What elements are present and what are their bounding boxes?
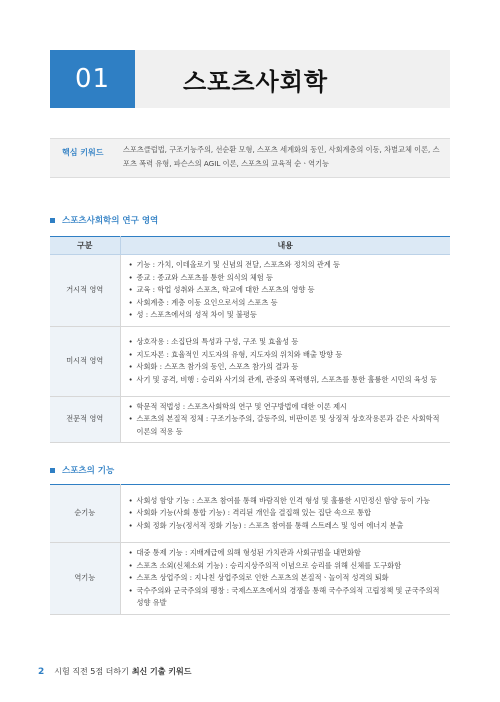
keyword-text: 스포츠클럽법, 구조기능주의, 선순환 모형, 스포츠 세계화의 동인, 사회계층의 이동, 차별교체 이론, 스포츠 폭력 유형, 파슨스의 AGIL 이론, 스포츠의 교육적 순ㆍ역기능: [123, 145, 440, 168]
square-bullet-icon: [50, 218, 55, 223]
row-category: 전문적 영역: [50, 396, 120, 443]
section-heading-sports-functions: [50, 464, 114, 476]
table-row: [50, 326, 450, 396]
table-row: [50, 485, 450, 543]
footer-text: 시험 직전 5점 더하기: [54, 667, 129, 676]
section-heading-text: 스포츠의 기능: [62, 466, 115, 476]
row-content: [120, 396, 450, 443]
table-header-row: [50, 237, 450, 255]
row-category: 역기능: [50, 543, 120, 615]
list-item: • 스포츠 소외(신체소외 기능) : 승리지상주의적 이념으로 승리를 위해 신체를 도구화함: [129, 560, 445, 573]
list-item: • 스포츠의 본질적 정체 : 구조기능주의, 갈등주의, 비판이론 및 상징적 상호작용론과 같은 사회학적 이론의 적용 등: [129, 413, 445, 438]
list-item: • 성 : 스포츠에서의 성적 차이 및 불평등: [129, 309, 445, 322]
page-number: 2: [38, 667, 45, 677]
chapter-title: 스포츠사회학: [183, 68, 329, 96]
list-item: • 대중 통제 기능 : 지배계급에 의해 형성된 가치관과 사회규범을 내면화함: [129, 547, 445, 560]
list-item: • 사회계층 : 계층 이동 요인으로서의 스포츠 등: [129, 297, 445, 310]
list-item: • 사회 정화 기능(정서적 정화 기능) : 스포츠 참여를 통해 스트레스 및 잉여 에너지 분출: [129, 520, 445, 533]
research-areas-table: [50, 236, 450, 443]
row-content: [120, 485, 450, 543]
list-item: • 지도자론 : 효율적인 지도자의 유형, 지도자의 위치와 배출 방향 등: [129, 349, 445, 362]
list-item: • 스포츠 상업주의 : 지나친 상업주의로 인한 스포츠의 본질적ㆍ놀이적 성격의 퇴화: [129, 572, 445, 585]
chapter-number: 01: [74, 64, 111, 94]
keyword-label: 핵심 키워드: [62, 148, 104, 157]
page-footer: [38, 666, 191, 677]
header-category: 구분: [50, 237, 120, 255]
list-item: • 사회성 함양 기능 : 스포츠 참여를 통해 바람직한 인격 형성 및 훌륭한 시민정신 함양 등이 가능: [129, 495, 445, 508]
section-heading-research-areas: [50, 214, 158, 226]
row-category: 미시적 영역: [50, 326, 120, 396]
sports-functions-table: [50, 484, 450, 615]
row-category: 순기능: [50, 485, 120, 543]
footer-highlight: 최신 기출 키워드: [131, 667, 192, 676]
header-content: 내용: [120, 237, 450, 255]
list-item: • 학문적 적법성 : 스포츠사회학의 연구 및 연구방법에 대한 이론 제시: [129, 401, 445, 414]
list-item: • 교육 : 학업 성취와 스포츠, 학교에 대한 스포츠의 영향 등: [129, 284, 445, 297]
list-item: • 국수주의와 군국주의의 팽창 : 국제스포츠에서의 경쟁을 통해 국수주의적 고립정책 및 군국주의적 성향 유발: [129, 585, 445, 610]
row-content: [120, 543, 450, 615]
chapter-number-box: [50, 50, 135, 108]
row-category: 거시적 영역: [50, 255, 120, 327]
list-item: • 사회화 기능(사회 통합 기능) : 격리된 개인을 결집해 있는 집단 속으로 통합: [129, 507, 445, 520]
list-item: • 사기 및 공격, 비행 : 승리와 사기의 관계, 관중의 폭력행위, 스포츠를 통한 훌륭한 시민의 육성 등: [129, 374, 445, 387]
list-item: • 종교 : 종교와 스포츠를 통한 의식의 체험 등: [129, 272, 445, 285]
list-item: • 상호작용 : 소집단의 특성과 구성, 구조 및 효율성 등: [129, 336, 445, 349]
list-item: • 기능 : 가치, 이데올로기 및 신념의 전달, 스포츠와 정치의 관계 등: [129, 259, 445, 272]
row-content: [120, 326, 450, 396]
list-item: • 사회화 : 스포츠 참가의 동인, 스포츠 참가의 결과 등: [129, 361, 445, 374]
table-row: [50, 543, 450, 615]
table-row: [50, 255, 450, 327]
row-content: [120, 255, 450, 327]
square-bullet-icon: [50, 468, 55, 473]
section-heading-text: 스포츠사회학의 연구 영역: [62, 216, 159, 226]
table-row: [50, 396, 450, 443]
